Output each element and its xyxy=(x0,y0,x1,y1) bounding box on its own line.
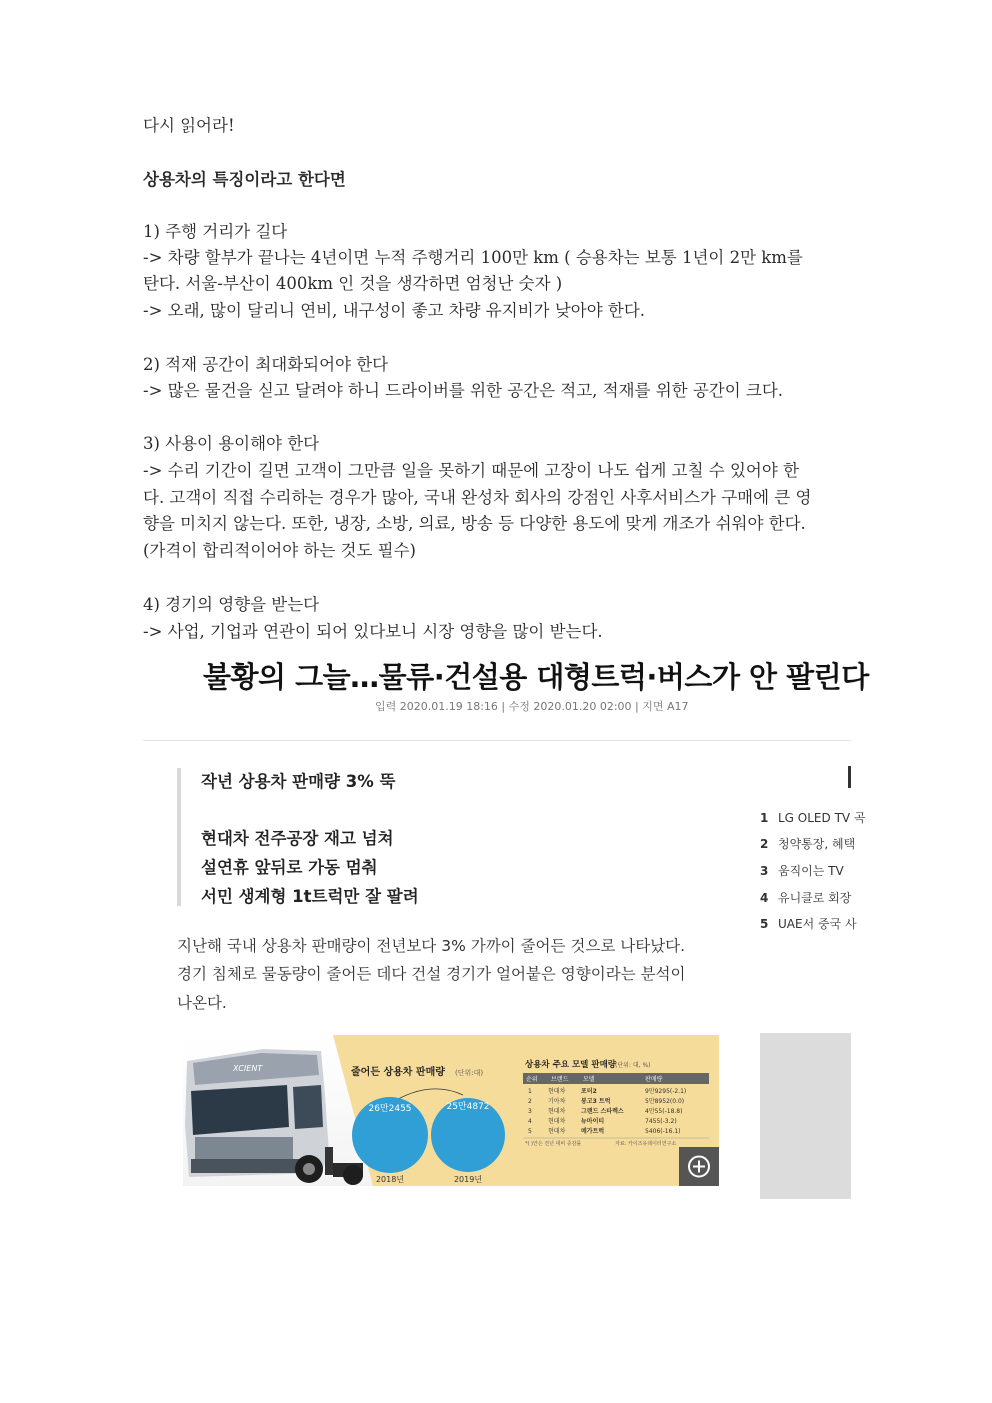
popular-rank: 2 xyxy=(760,837,769,851)
bubble-value: 26만2455 xyxy=(368,1104,412,1114)
popular-header-fragment xyxy=(848,766,851,788)
table-unit: (단위: 대, %) xyxy=(615,1062,651,1069)
article-meta: 입력 2020.01.19 18:16 | 수정 2020.01.20 02:00 | 지면 A17 xyxy=(375,700,689,713)
table-header: 순위 xyxy=(526,1076,538,1083)
section-3-line: 향을 미치지 않는다. 또한, 냉장, 소방, 의료, 방송 등 다양한 용도에 맞게 개조가 쉬워야 한다. xyxy=(143,514,806,533)
truck-brand: XCIENT xyxy=(233,1064,263,1073)
popular-item[interactable] xyxy=(760,862,844,879)
table-cell: 5만8952(0.0) xyxy=(645,1098,685,1105)
article-body-line: 경기 침체로 물동량이 줄어든 데다 건설 경기가 얼어붙은 영향이라는 분석이 xyxy=(177,965,686,983)
popular-rank: 3 xyxy=(760,864,769,878)
popular-list xyxy=(760,805,866,935)
table-cell: 현대차 xyxy=(548,1108,566,1115)
article-graphic xyxy=(183,1035,719,1186)
section-3-line: -> 수리 기간이 길면 고객이 그만큼 일을 못하기 때문에 고장이 나도 쉽게 고칠 수 있어야 한 xyxy=(143,461,799,480)
popular-text: UAE서 중국 사 xyxy=(778,917,857,931)
chart-title: 줄어든 상용차 판매량 xyxy=(351,1067,445,1078)
section-2-line: -> 많은 물건을 싣고 달려야 하니 드라이버를 위한 공간은 적고, 적재를 위한 공간이 크다. xyxy=(143,381,783,400)
subhead: 서민 생계형 1t트럭만 잘 팔려 xyxy=(201,887,419,906)
popular-rank: 4 xyxy=(760,891,769,905)
popular-text: 청약통장, 혜택 xyxy=(778,837,856,851)
table-cell: 9만9295(-2.1) xyxy=(645,1088,687,1095)
table-header: 브랜드 xyxy=(551,1076,569,1083)
section-1-line: -> 차량 할부가 끝나는 4년이면 누적 주행거리 100만 km ( 승용차는 보통 1년이 2만 km를 xyxy=(143,248,803,267)
section-1-line: -> 오래, 많이 달리니 연비, 내구성이 좋고 차량 유지비가 낮아야 한다. xyxy=(143,301,645,320)
popular-item[interactable] xyxy=(760,915,857,932)
section-heading: 상용차의 특징이라고 한다면 xyxy=(143,170,346,189)
table-cell: 뉴마이티 xyxy=(581,1118,605,1125)
popular-text: 움직이는 TV xyxy=(778,864,844,878)
table-cell: 4 xyxy=(528,1118,532,1125)
table-cell: 1 xyxy=(528,1088,532,1095)
table-footnote: *( )안은 전년 대비 증감률 xyxy=(525,1141,582,1147)
table-cell: 메가트럭 xyxy=(581,1128,605,1135)
popular-text: LG OLED TV 곡 xyxy=(778,811,866,825)
popular-text: 유니클로 회장 xyxy=(778,891,852,905)
table-cell: 현대차 xyxy=(548,1088,566,1095)
table-cell: 3 xyxy=(528,1108,532,1115)
table-cell: 봉고3 트럭 xyxy=(581,1098,611,1105)
popular-item[interactable] xyxy=(760,835,855,852)
table-cell: 2 xyxy=(528,1098,532,1105)
table-source: 자료: 카이즈유데이터연구소 xyxy=(615,1141,677,1147)
table-title: 상용차 주요 모델 판매량 xyxy=(525,1060,616,1070)
section-4-line: -> 사업, 기업과 연관이 되어 있다보니 시장 영향을 많이 받는다. xyxy=(143,622,603,641)
table-cell: 5 xyxy=(528,1128,532,1135)
table-cell: 현대차 xyxy=(548,1128,566,1135)
subhead: 작년 상용차 판매량 3% 뚝 xyxy=(201,772,396,791)
table-cell: 그랜드 스타렉스 xyxy=(581,1108,624,1115)
zoom-plus-icon xyxy=(679,1147,719,1186)
section-3-title: 3) 사용이 용이해야 한다 xyxy=(143,434,320,453)
zoom-button[interactable] xyxy=(679,1147,719,1186)
section-1-line: 탄다. 서울-부산이 400km 인 것을 생각하면 엄청난 숫자 ) xyxy=(143,274,563,293)
intro-text: 다시 읽어라! xyxy=(143,116,235,135)
section-1-title: 1) 주행 거리가 길다 xyxy=(143,222,288,241)
bubble-year: 2018년 xyxy=(375,1175,405,1184)
section-4-title: 4) 경기의 영향을 받는다 xyxy=(143,595,320,614)
popular-rank: 1 xyxy=(760,811,769,825)
subhead: 설연휴 앞뒤로 가동 멈춰 xyxy=(201,858,378,877)
table-cell: 현대차 xyxy=(548,1118,566,1125)
table-cell: 7455(-3.2) xyxy=(645,1118,677,1125)
section-2-title: 2) 적재 공간이 최대화되어야 한다 xyxy=(143,355,389,374)
subhead: 현대차 전주공장 재고 넘쳐 xyxy=(201,829,394,848)
divider xyxy=(143,740,851,741)
section-3-line: 다. 고객이 직접 수리하는 경우가 많아, 국내 완성차 회사의 강점인 사후서비스가 구매에 큰 영 xyxy=(143,488,812,507)
popular-item[interactable] xyxy=(760,889,851,906)
bubble-value: 25만4872 xyxy=(446,1102,490,1112)
article-subheads xyxy=(177,768,427,906)
article-headline: 불황의 그늘…물류·건설용 대형트럭·버스가 안 팔린다 xyxy=(203,660,869,694)
popular-rank: 5 xyxy=(760,917,769,931)
article-body-line: 지난해 국내 상용차 판매량이 전년보다 3% 가까이 줄어든 것으로 나타났다. xyxy=(177,937,686,955)
article-body-line: 나온다. xyxy=(177,994,227,1012)
chart-unit: (단위:대) xyxy=(455,1069,484,1077)
bubble-year: 2019년 xyxy=(453,1175,483,1184)
table-cell: 포터2 xyxy=(581,1088,597,1095)
table-cell: 4만55(-18.8) xyxy=(645,1108,683,1115)
ad-placeholder xyxy=(760,1033,851,1199)
section-3-line: (가격이 합리적이어야 하는 것도 필수) xyxy=(143,541,416,560)
popular-item[interactable] xyxy=(760,809,866,826)
table-header: 모델 xyxy=(583,1076,595,1083)
table-cell: 기아차 xyxy=(548,1098,566,1105)
table-header: 판매량 xyxy=(645,1076,663,1083)
table-cell: 5406(-16.1) xyxy=(645,1128,681,1135)
